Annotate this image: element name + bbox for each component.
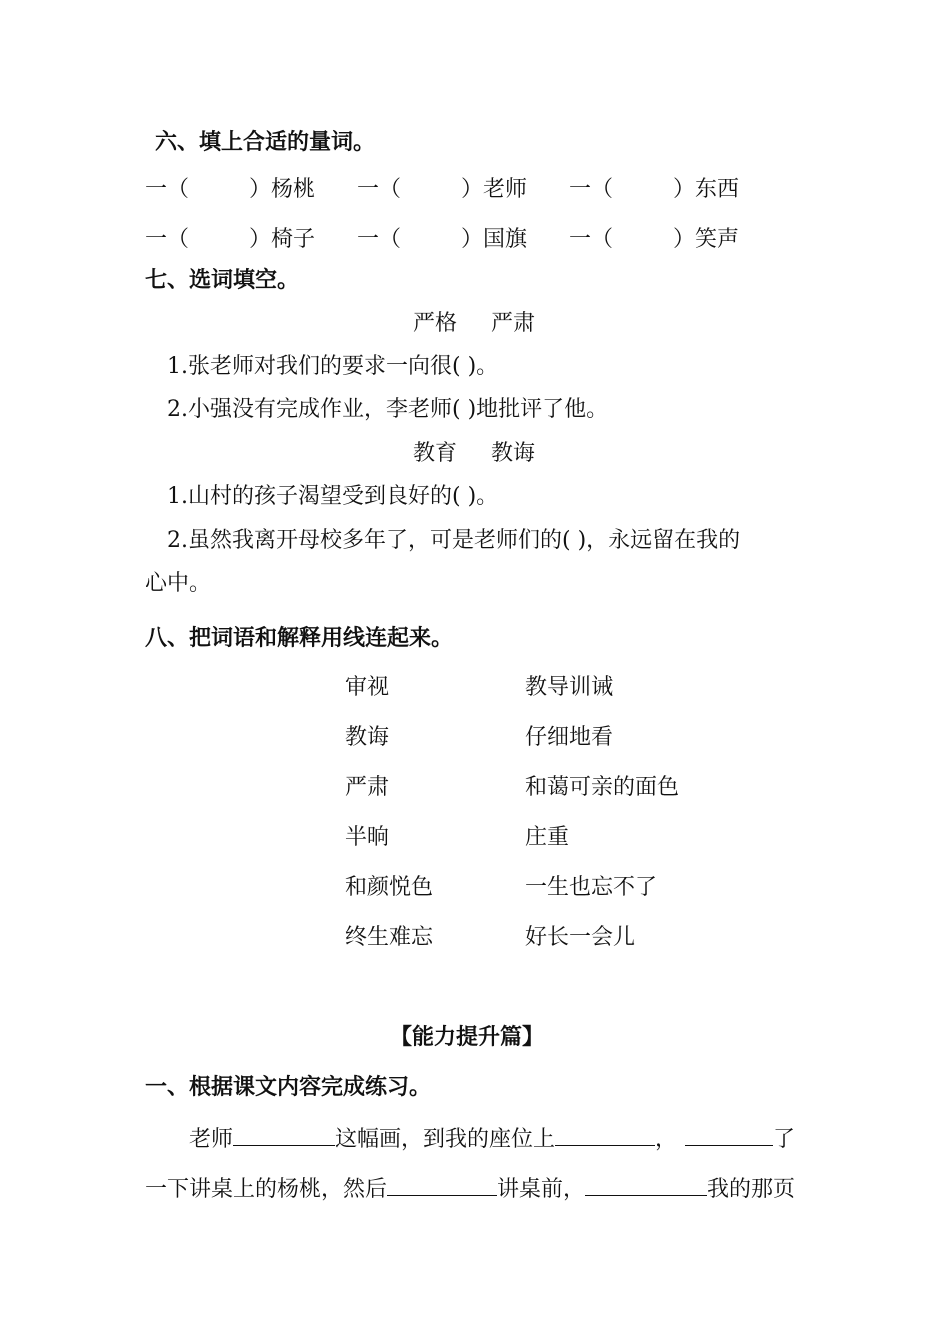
ability-question-title: 一、根据课文内容完成练习。 <box>145 1074 432 1100</box>
match-term: 和颜悦色 <box>345 875 434 900</box>
measure-item: 一（ ）东西 <box>569 177 740 202</box>
match-term: 严肃 <box>345 775 390 800</box>
match-term: 终生难忘 <box>345 925 434 950</box>
question-line: 2.小强没有完成作业，李老师( )地批评了他。 <box>167 397 609 422</box>
question-line: 1.张老师对我们的要求一向很( )。 <box>167 354 499 379</box>
match-term: 审视 <box>345 675 390 700</box>
fill-blank[interactable] <box>555 1125 655 1146</box>
question-line: 心中。 <box>145 571 212 596</box>
section-6-title: 六、填上合适的量词。 <box>155 129 376 155</box>
measure-item: 一（ ）椅子 <box>145 227 316 252</box>
fill-paragraph-line: 一下讲桌上的杨桃，然后 讲桌前， 我的那页 <box>145 1177 796 1202</box>
fill-blank[interactable] <box>685 1125 773 1146</box>
match-definition: 庄重 <box>525 825 570 850</box>
word-choice: 教育 <box>413 441 458 466</box>
ability-header: 【能力提升篇】 <box>390 1024 545 1050</box>
match-term: 教诲 <box>345 725 390 750</box>
measure-item: 一（ ）笑声 <box>569 227 740 252</box>
section-7-title: 七、选词填空。 <box>145 267 300 293</box>
section-8-title: 八、把词语和解释用线连起来。 <box>145 625 454 651</box>
question-line: 1.山村的孩子渴望受到良好的( )。 <box>167 484 499 509</box>
fill-blank[interactable] <box>585 1175 707 1196</box>
match-definition: 仔细地看 <box>525 725 614 750</box>
measure-item: 一（ ）杨桃 <box>145 177 316 202</box>
match-definition: 和蔼可亲的面色 <box>525 775 680 800</box>
question-line: 2.虽然我离开母校多年了，可是老师们的( )，永远留在我的 <box>167 528 741 553</box>
fill-paragraph-line: 老师 这幅画，到我的座位上 ， 了 <box>189 1127 796 1152</box>
match-term: 半晌 <box>345 825 390 850</box>
word-choice: 严格 <box>413 311 458 336</box>
measure-item: 一（ ）老师 <box>357 177 528 202</box>
fill-blank[interactable] <box>387 1175 497 1196</box>
measure-item: 一（ ）国旗 <box>357 227 528 252</box>
match-definition: 教导训诫 <box>525 675 614 700</box>
word-choice: 严肃 <box>491 311 536 336</box>
word-choice: 教诲 <box>491 441 536 466</box>
match-definition: 一生也忘不了 <box>525 875 658 900</box>
fill-blank[interactable] <box>233 1125 335 1146</box>
match-definition: 好长一会儿 <box>525 925 636 950</box>
